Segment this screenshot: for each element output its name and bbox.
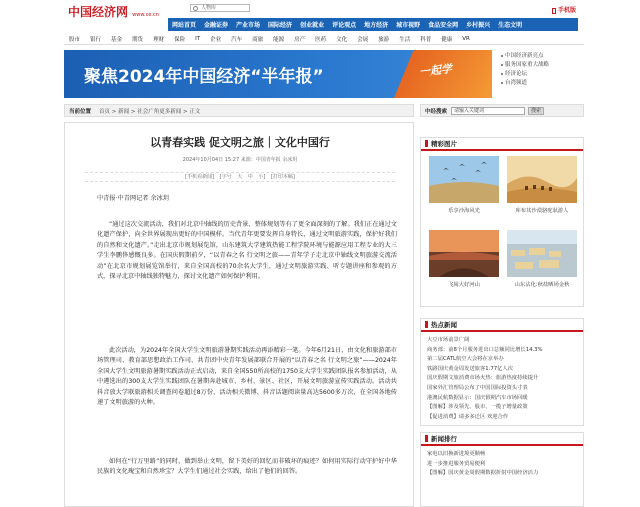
hot-news-box: [420, 318, 584, 426]
news-rank-box: [420, 432, 584, 507]
side-link-2[interactable]: 经济论坛: [501, 70, 585, 79]
side-link-1[interactable]: 服务国家重大战略: [501, 61, 585, 70]
top-header: [0, 0, 640, 19]
news-rank-heading: [421, 433, 583, 446]
hot-news-heading: [421, 319, 583, 332]
gallery-caption-1[interactable]: 乐享沙海风光: [448, 208, 480, 214]
gallery-heading: [421, 138, 583, 151]
feature-banner[interactable]: [64, 50, 492, 98]
hot-news-item[interactable]: 港澳民航数据显示：国庆假期汽车市场回暖: [427, 394, 528, 401]
gallery-photo-3[interactable]: [429, 230, 499, 277]
nav-item-9[interactable]: 乡村振兴: [466, 22, 491, 29]
channel-item-18[interactable]: 健康: [441, 36, 453, 43]
article-tools: [85, 172, 395, 182]
channel-item-2[interactable]: 基金: [111, 36, 123, 43]
breadcrumb-label: 当前位置: [69, 108, 92, 115]
article: [64, 122, 414, 507]
channel-item-13[interactable]: 文化: [336, 36, 348, 43]
mobile-read-link[interactable]: [手机看新闻]: [185, 174, 215, 180]
hot-news-item[interactable]: 铁路国庆黄金周发送旅客1.77亿人次: [427, 365, 513, 372]
article-paragraph: “通过这次交流活动，我们对北京中轴线的历史背景、整体规划等有了更全面深刻的了解。我们正在通过文化遗产保护，向全世界展现出更好的中国模样。当代青年更要发挥自身特长，通过文明旅游实践，保护好我们的自然和文化遗产。”走出北京市规划展览馆，山东建筑大学建筑热能工程学院环境与能源应用工程专业的大三学生李鹏侈感慨良多。在国庆假期前夕，“以青春之名 行文明之旅——青年学子走北京中轴线文明旅游交流活动”在北京市规划展览馆举行，来自全国高校的70余名大学生，通过文明旅游实践、听专题讲座和参观的方式，探寻北京中轴线独特魅力，探讨文化遗产如何保护利用。: [97, 221, 397, 281]
gallery-photo-1[interactable]: [429, 156, 499, 203]
font-large-link[interactable]: 大: [237, 174, 243, 180]
side-link-3[interactable]: 台湾频道: [501, 79, 585, 88]
hot-news-heading-text: 热点新闻: [431, 321, 457, 329]
gallery-caption-4[interactable]: 山东沾化:秋盐晒场金秋: [514, 282, 570, 288]
hot-news-item[interactable]: 第二届CATL航空大会将在京举办: [427, 356, 504, 363]
article-paragraph: 如何在“行万里路”的同时，做到举止文明，留下美好的回忆而非破坏的痕迹？如何用实际行动守护好中华民族的文化瑰宝和自然珍宝？大学生们通过社会实践，给出了他们的回答。: [97, 458, 397, 476]
channel-item-7[interactable]: 企业: [210, 36, 222, 43]
channel-item-14[interactable]: 会展: [357, 36, 369, 43]
channel-nav: [64, 33, 584, 45]
heading-marker: [425, 435, 428, 442]
channel-item-17[interactable]: 科普: [420, 36, 432, 43]
gallery-photo-2[interactable]: [507, 156, 577, 203]
gallery-heading-text: 精彩图片: [431, 140, 457, 148]
gallery-caption-3[interactable]: 飞阅大好河山: [448, 282, 480, 288]
breadcrumb: [64, 104, 414, 117]
heading-marker: [425, 140, 428, 147]
banner-title: 聚焦2024年中国经济“半年报”: [84, 67, 324, 87]
hot-news-item[interactable]: 国家外汇管理局公布了中国国际投资头寸表: [427, 385, 528, 391]
mobile-label: 手机版: [557, 7, 576, 14]
channel-item-15[interactable]: 旅游: [378, 36, 390, 43]
nav-item-1[interactable]: 金融证券: [204, 22, 229, 29]
channel-item-11[interactable]: 房产: [294, 36, 306, 43]
channel-item-6[interactable]: IT: [195, 35, 201, 42]
people-search-placeholder: 人物库: [201, 5, 217, 11]
side-links: [501, 52, 585, 88]
news-rank-heading-text: 新闻排行: [431, 435, 457, 443]
font-medium-link[interactable]: 中: [247, 174, 253, 180]
gallery-box: [420, 137, 584, 307]
article-author: 中青报·中青网记者 余冰玥: [97, 195, 169, 202]
news-rank-item[interactable]: 【图解】国庆黄金周假期数据折射中国经济活力: [427, 470, 539, 477]
article-title: 以青春实践 促文明之旅｜文化中国行: [150, 136, 330, 149]
nav-item-4[interactable]: 创业就业: [300, 22, 325, 29]
article-meta: 2024年10月04日 15:27 来源：中国青年报 余冰玥: [182, 157, 298, 163]
print-link[interactable]: [打印本稿]: [270, 174, 295, 180]
phone-icon: [552, 8, 556, 14]
nav-item-3[interactable]: 国际经济: [268, 22, 293, 29]
channel-item-3[interactable]: 期货: [132, 36, 144, 43]
heading-marker: [425, 321, 428, 328]
nav-item-10[interactable]: 生态文明: [498, 22, 523, 29]
people-search-input[interactable]: [190, 4, 250, 12]
font-size-label: [字号: [219, 174, 232, 180]
article-paragraph: 此次活动，为2024年全国大学生文明旅游暑期实践活动再添精彩一笔。今年6月21日，由文化和旅游部市场管理司、教育部思想政治工作司、共青团中央青年发展部联合开展的“以青春之名 行文明之旅”——2024年全国大学生文明旅游暑期实践活动正式启动，来自全国550所高校的1750支大学生实践团队报名参加活动，从中遴选出的300支大学生实践团队在暑期奔赴城市、乡村、景区、社区，开展文明旅游宣传实践活动。活动共抖音放大学联旅游相关调查问卷超过8万份，活动相关微博、抖音话题阅读量高达5600多万次，在全国各地传递了文明旅游的火种。: [97, 347, 397, 407]
channel-item-5[interactable]: 保险: [174, 36, 186, 43]
search-button[interactable]: 搜索: [528, 107, 544, 115]
search-input[interactable]: 请输入关键词: [451, 107, 525, 115]
channel-item-4[interactable]: 理财: [153, 36, 165, 43]
side-link-0[interactable]: 中国经济新亮点: [501, 52, 585, 61]
channel-item-12[interactable]: 医药: [315, 36, 327, 43]
hot-news-item[interactable]: 商务部：前8个月服务进出口总额同比增长14.3%: [427, 346, 543, 353]
channel-item-1[interactable]: 银行: [90, 36, 102, 43]
hot-news-item[interactable]: 大豆市场前景广阔: [427, 337, 470, 343]
nav-item-7[interactable]: 城市视野: [396, 22, 421, 29]
hot-news-item[interactable]: 国庆假期文旅消费市场火热：旅游热度持续提升: [427, 375, 539, 382]
news-rank-item[interactable]: 进一步推进服务贸易便利: [427, 460, 486, 467]
main-nav: [168, 18, 578, 31]
channel-item-8[interactable]: 汽车: [231, 36, 243, 43]
site-search: [420, 104, 584, 117]
nav-item-5[interactable]: 评论观点: [332, 22, 357, 29]
gallery-photo-4[interactable]: [507, 230, 577, 277]
breadcrumb-path[interactable]: 首页 > 新闻 > 社会广角更多新闻 > 正文: [99, 108, 201, 115]
search-icon: [193, 6, 198, 11]
search-label: 中经搜索: [425, 108, 448, 115]
banner-slogan: 一起学: [418, 62, 453, 79]
nav-item-2[interactable]: 产业市场: [236, 22, 261, 29]
logo-domain: www.ce.cn: [132, 12, 159, 18]
channel-item-9[interactable]: 商旅: [252, 36, 264, 43]
channel-item-19[interactable]: VR: [462, 35, 470, 42]
hot-news-item[interactable]: 【图解】涉及领先、股市、一揽子增量政策: [427, 404, 528, 411]
nav-item-6[interactable]: 地方经济: [364, 22, 389, 29]
hot-news-item[interactable]: 【促进消费】请多多迁区 欢迎合作: [427, 413, 509, 420]
site-logo[interactable]: [68, 3, 159, 20]
logo-text: 中国经济网: [68, 5, 129, 19]
gallery-caption-2[interactable]: 库布其沙漠骆驼驮游人: [515, 208, 569, 214]
font-small-link[interactable]: 小]: [258, 174, 266, 180]
channel-item-0[interactable]: 股市: [69, 36, 81, 43]
nav-item-0[interactable]: 网站首页: [172, 22, 197, 29]
mobile-link[interactable]: [552, 5, 576, 14]
nav-item-8[interactable]: 食品安全网: [428, 22, 459, 29]
channel-item-10[interactable]: 能源: [273, 36, 285, 43]
news-rank-item[interactable]: 家电以旧换新进境更顺畅: [427, 451, 486, 457]
channel-item-16[interactable]: 生活: [399, 36, 411, 43]
